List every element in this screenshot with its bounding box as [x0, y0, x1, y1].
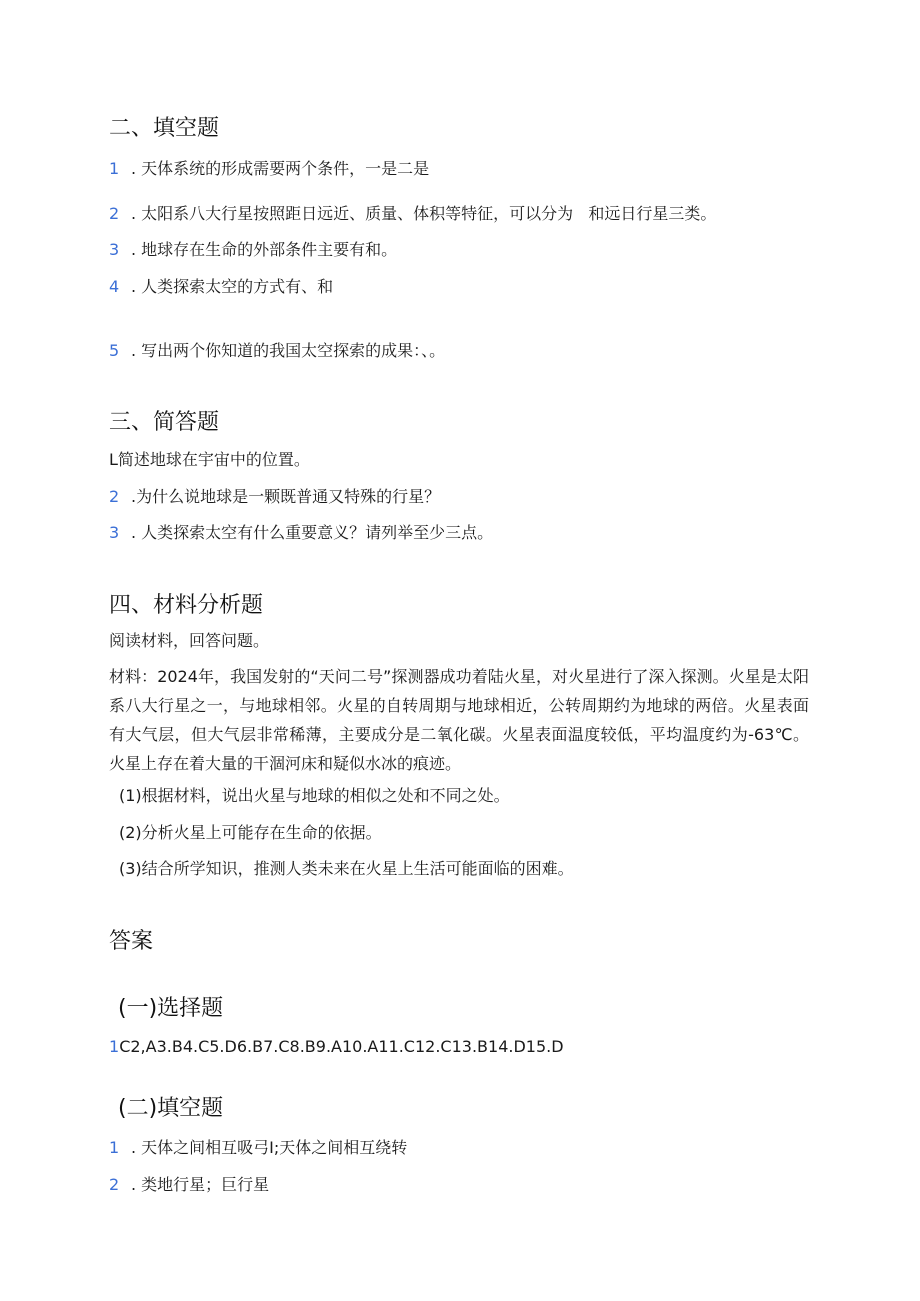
- fill-question-2: [109, 204, 716, 224]
- answer-fill-1: [109, 1138, 407, 1158]
- question-number: 2: [109, 487, 120, 506]
- material-paragraph: 材料：2024年，我国发射的“天问二号”探测器成功着陆火星，对火星进行了深入探测。火星是太阳系八大行星之一，与地球相邻。火星的自转周期与地球相近，公转周期约为地球的两倍。火星表面有大气层，但大气层非常稀薄，主要成分是二氧化碳。火星表面温度较低，平均温度约为-63℃。火星上存在着大量的干涸河床和疑似水冰的痕迹。: [109, 667, 809, 773]
- question-text: . 人类探索太空的方式有、和: [131, 277, 334, 296]
- section-title-short-answer: 三、简答题: [109, 410, 220, 435]
- answers-fill-title: (二)填空题: [118, 1096, 224, 1121]
- section-title-material: 四、材料分析题: [109, 593, 264, 618]
- answer-number: 1: [109, 1037, 120, 1056]
- answer-number: 2: [109, 1175, 120, 1194]
- question-number: 2: [109, 204, 120, 223]
- question-number: 5: [109, 341, 120, 360]
- fill-question-5: [109, 341, 445, 361]
- question-text: . 地球存在生命的外部条件主要有和。: [131, 240, 398, 259]
- material-question-1: (1)根据材料，说出火星与地球的相似之处和不同之处。: [119, 786, 510, 805]
- material-question-3: (3)结合所学知识，推测人类未来在火星上生活可能面临的困难。: [119, 859, 574, 878]
- question-text: . 太阳系八大行星按照距日远近、质量、体积等特征，可以分为 和远日行星三类。: [131, 204, 717, 223]
- question-number: 3: [109, 523, 120, 542]
- question-text: .为什么说地球是一颗既普通又特殊的行星？: [131, 487, 441, 506]
- question-text: . 人类探索太空有什么重要意义？请列举至少三点。: [131, 523, 494, 542]
- short-question-2: [109, 487, 440, 507]
- question-number: 4: [109, 277, 120, 296]
- answers-title: 答案: [109, 929, 154, 954]
- material-intro: 阅读材料，回答问题。: [109, 631, 270, 650]
- section-title-fill: 二、填空题: [109, 116, 220, 141]
- question-number: 1: [109, 159, 120, 178]
- answer-number: 1: [109, 1138, 120, 1157]
- question-text: . 写出两个你知道的我国太空探索的成果：、。: [131, 341, 446, 360]
- fill-question-1: [109, 159, 429, 179]
- question-text: . 天体系统的形成需要两个条件，一是二是: [131, 159, 430, 178]
- answer-fill-2: [109, 1175, 269, 1195]
- answer-text: C2,A3.B4.C5.D6.B7.C8.B9.A10.A11.C12.C13.B14.D15.D: [119, 1037, 564, 1056]
- answers-choice-line: [109, 1037, 564, 1057]
- answer-text: . 天体之间相互吸弓I;天体之间相互绕转: [131, 1138, 408, 1157]
- short-question-1: L简述地球在宇宙中的位置。: [109, 450, 310, 469]
- fill-question-3: [109, 240, 397, 260]
- answer-text: . 类地行星；巨行星: [131, 1175, 270, 1194]
- fill-question-4: [109, 277, 333, 297]
- material-question-2: (2)分析火星上可能存在生命的依据。: [119, 823, 382, 842]
- answers-choice-title: (一)选择题: [118, 996, 224, 1021]
- question-number: 3: [109, 240, 120, 259]
- short-question-3: [109, 523, 493, 543]
